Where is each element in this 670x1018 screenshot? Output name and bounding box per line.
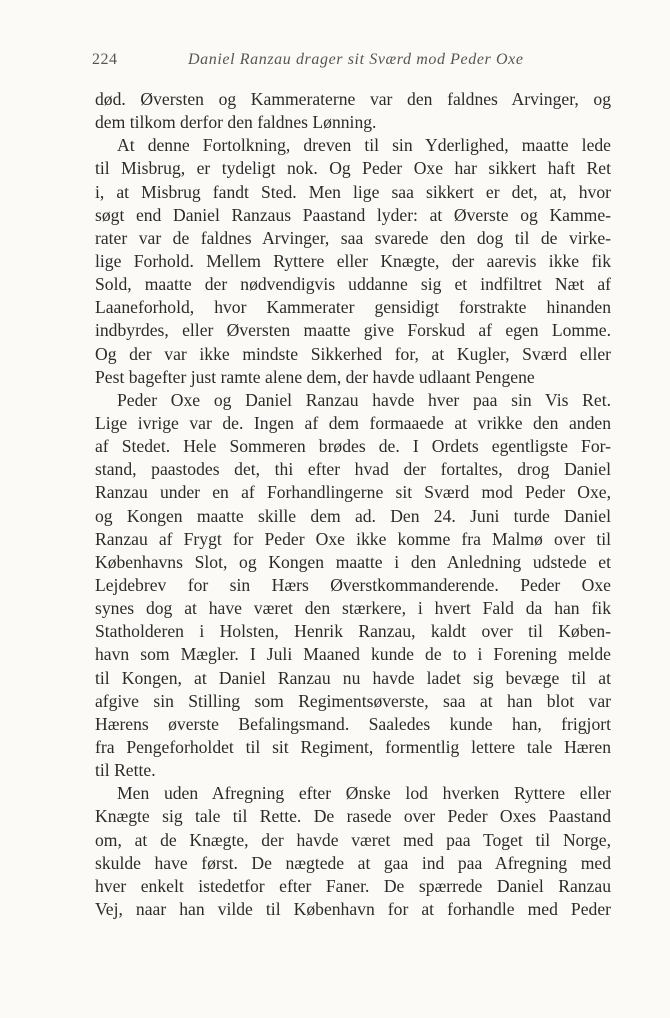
page-number: 224 (92, 51, 118, 68)
running-title: Daniel Ranzau drager sit Sværd mod Peder Oxe (188, 51, 524, 68)
text-line: hver enkelt istedetfor efter Faner. De spærrede Daniel Ranzau (95, 875, 611, 896)
text-line: Pest bagefter just ramte alene dem, der havde udlaant Pengene (95, 366, 535, 387)
text-line: synes dog at have været den stærkere, i hvert Fald da han fik (95, 598, 611, 619)
text-line: til Rette. (95, 760, 156, 781)
text-line: fra Pengeforholdet til sit Regiment, formentlig lettere tale Hæren (95, 736, 611, 757)
text-line: lige Forhold. Mellem Ryttere eller Knægte, der aarevis ikke fik (95, 250, 611, 271)
text-line: Laaneforhold, hvor Kammerater gensidigt forstrakte hinanden (95, 297, 611, 318)
text-line: Ranzau under en af Forhandlingerne sit Sværd mod Peder Oxe, (95, 482, 611, 503)
text-line: Lige ivrige var de. Ingen af dem formaaede at vrikke den anden (95, 412, 611, 433)
text-line: og Kongen maatte skille dem ad. Den 24. Juni turde Daniel (95, 505, 611, 526)
text-line: dem tilkom derfor den faldnes Lønning. (95, 112, 377, 133)
body-text (95, 88, 611, 921)
text-line: Peder Oxe og Daniel Ranzau havde hver paa sin Vis Ret. (117, 389, 611, 410)
text-line: til Misbrug, er tydeligt nok. Og Peder Oxe har sikkert haft Ret (95, 158, 611, 179)
text-line: om, at de Knægte, der havde været med paa Toget til Norge, (95, 829, 611, 850)
text-line: Og der var ikke mindste Sikkerhed for, at Kugler, Sværd eller (95, 343, 611, 364)
text-line: i, at Misbrug fandt Sted. Men lige saa sikkert er det, at, hvor (95, 181, 611, 202)
text-line: søgt end Daniel Ranzaus Paastand lyder: at Øverste og Kamme- (95, 204, 611, 225)
text-line: stand, paastodes det, thi efter hvad der fortaltes, drog Daniel (95, 459, 611, 480)
page-header (92, 51, 578, 75)
text-line: Vej, naar han vilde til København for at forhandle med Peder (95, 898, 611, 919)
text-line: indbyrdes, eller Øversten maatte give Forskud af egen Lomme. (95, 320, 611, 341)
text-line: afgive sin Stilling som Regimentsøverste, saa at han blot var (95, 690, 611, 711)
text-line: død. Øversten og Kammeraterne var den faldnes Arvinger, og (95, 89, 611, 109)
text-line: Hærens øverste Befalingsmand. Saaledes kunde han, frigjort (95, 713, 611, 734)
text-line: Statholderen i Holsten, Henrik Ranzau, kaldt over til Køben- (95, 621, 611, 642)
text-line: skulde have først. De nægtede at gaa ind paa Afregning med (95, 852, 611, 873)
text-line: rater var de faldnes Arvinger, saa svarede den dog til de virke- (95, 227, 611, 248)
text-line: Lejdebrev for sin Hærs Øverstkommanderende. Peder Oxe (95, 574, 611, 595)
text-line: Sold, maatte der nødvendigvis uddanne sig et indfiltret Næt af (95, 274, 611, 295)
text-line: af Stedet. Hele Sommeren brødes de. I Ordets egentligste For- (95, 436, 611, 457)
text-line: Københavns Slot, og Kongen maatte i den Anledning udstede et (95, 551, 611, 572)
text-line: Knægte sig tale til Rette. De rasede over Peder Oxes Paastand (95, 806, 611, 827)
text-line: havn som Mægler. I Juli Maaned kunde de to i Forening melde (95, 644, 611, 665)
text-line: til Kongen, at Daniel Ranzau nu havde ladet sig bevæge til at (95, 667, 611, 688)
text-line: At denne Fortolkning, dreven til sin Yderlighed, maatte lede (117, 135, 611, 156)
text-line: Men uden Afregning efter Ønske lod hverken Ryttere eller (117, 783, 611, 804)
text-line: Ranzau af Frygt for Peder Oxe ikke komme fra Malmø over til (95, 528, 611, 549)
